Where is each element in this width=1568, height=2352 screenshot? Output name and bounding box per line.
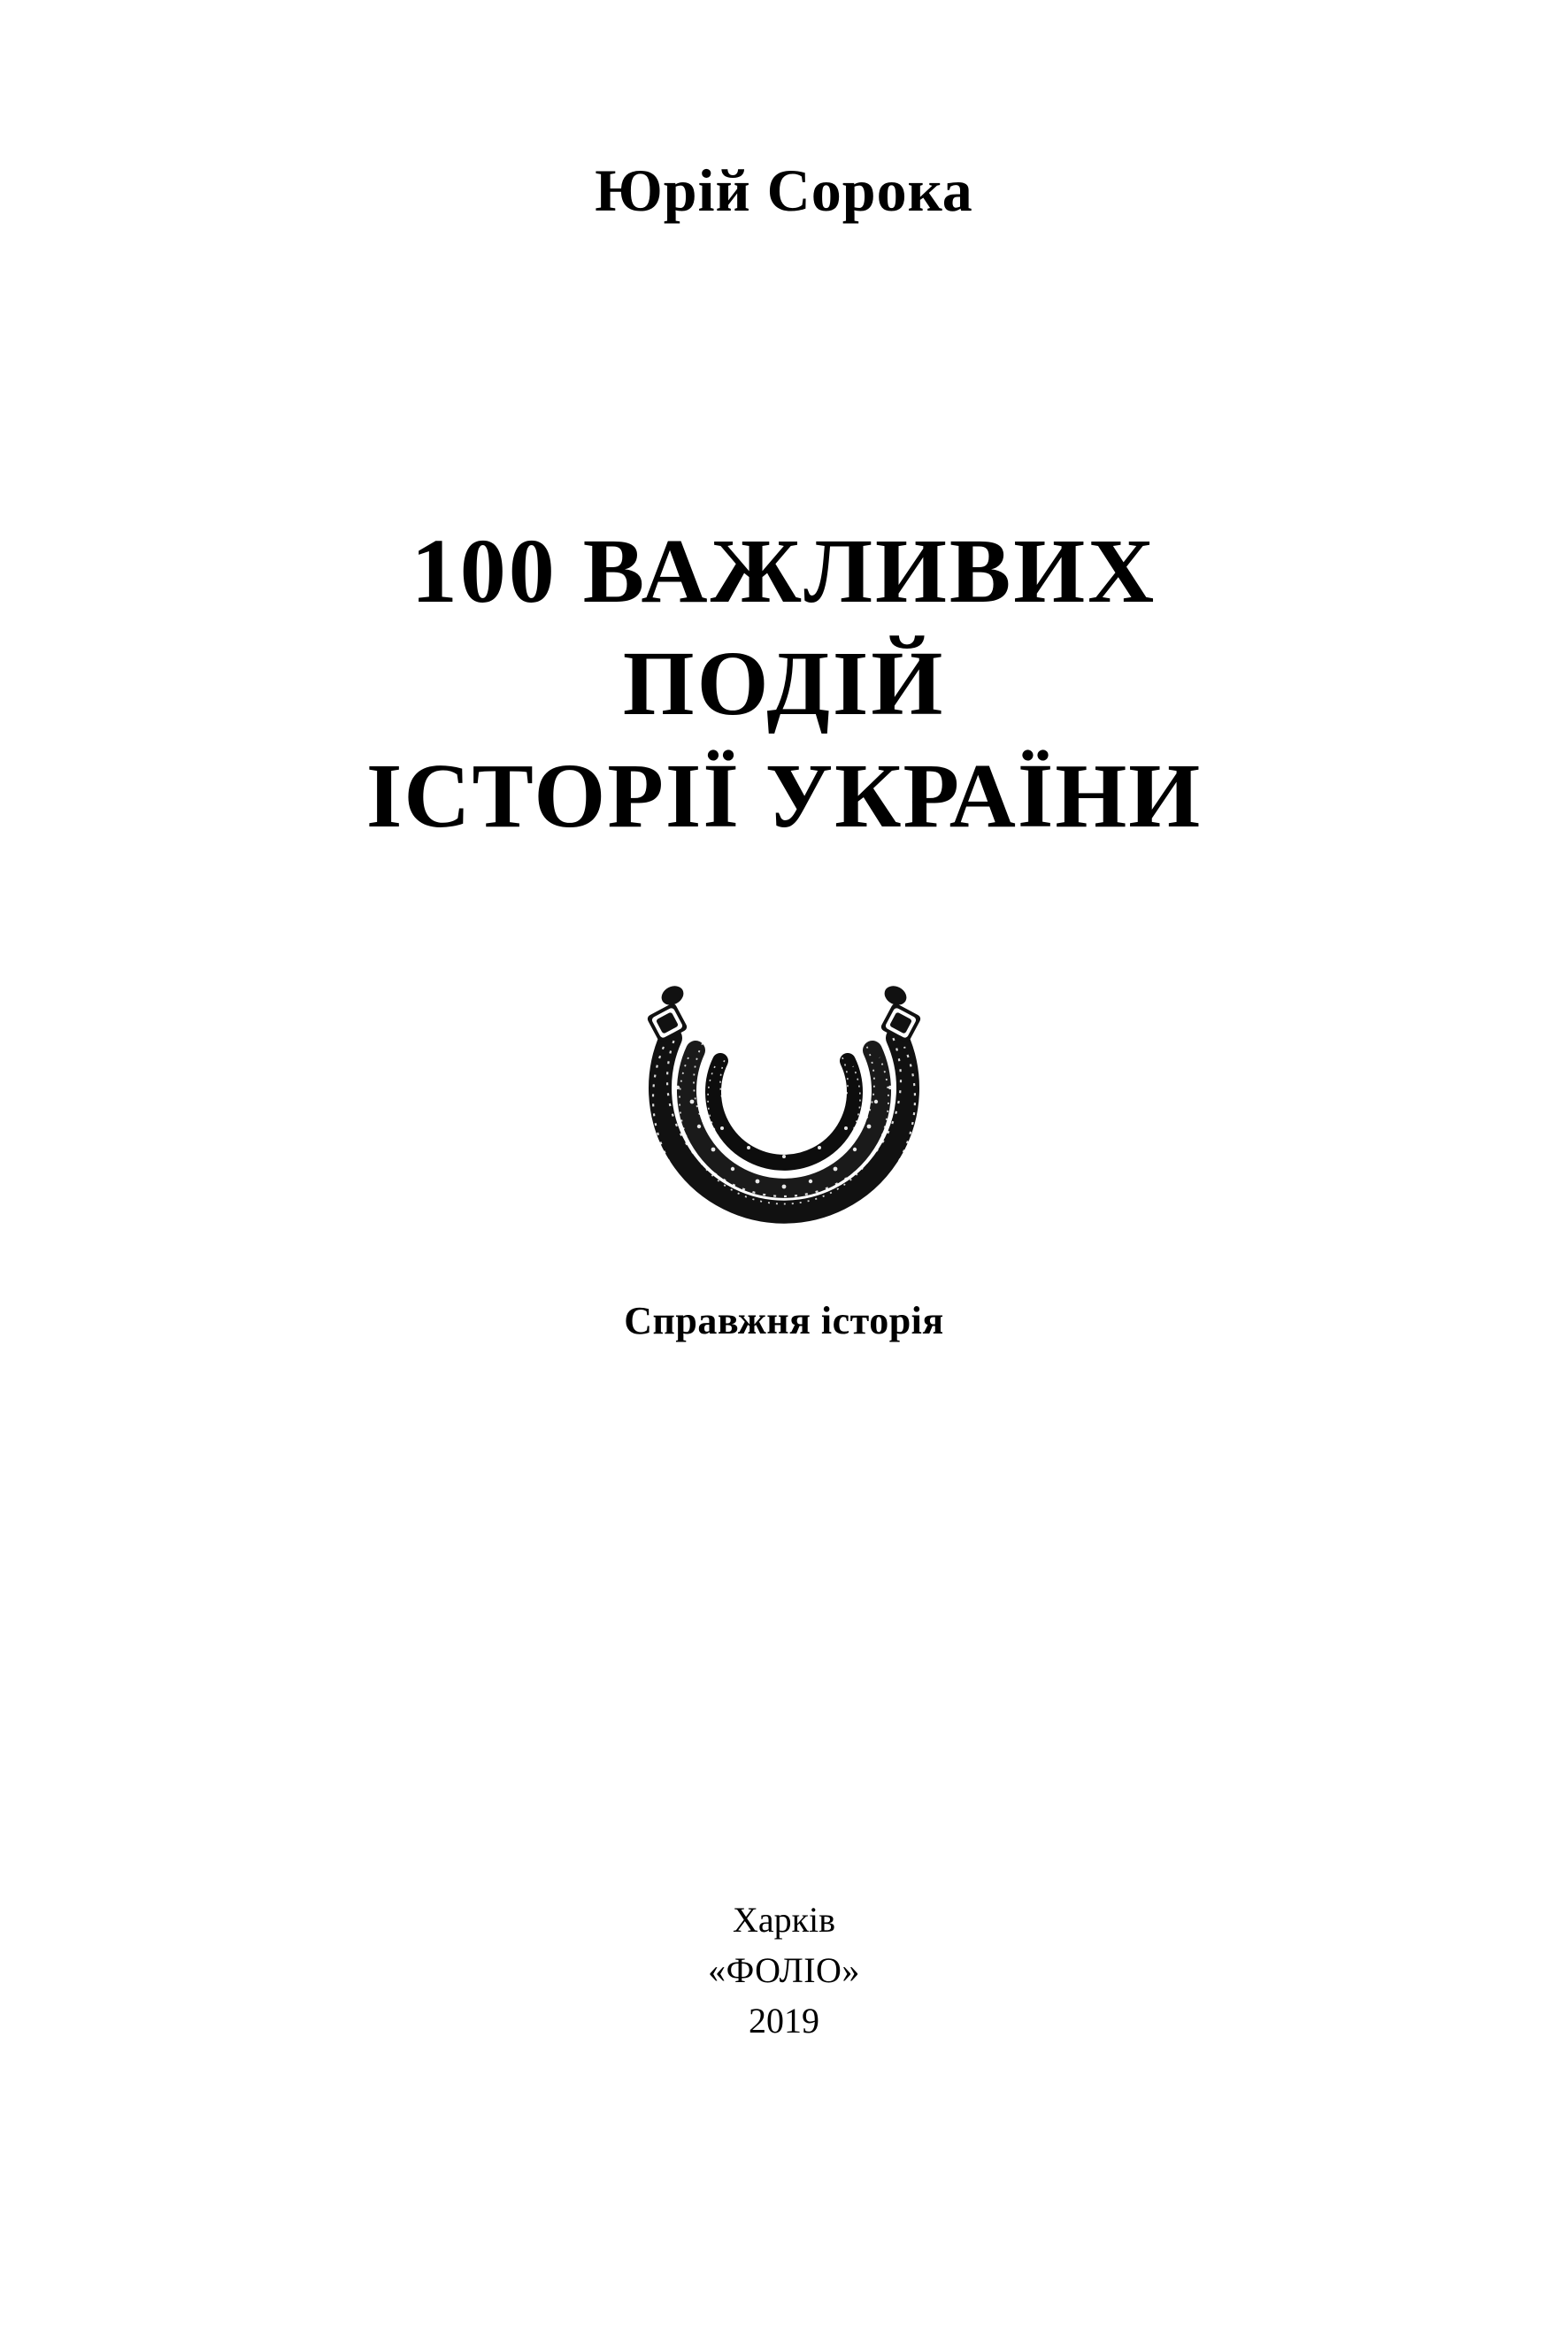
imprint-block [0, 1895, 1568, 2046]
author-name: Юрій Сорока [595, 157, 973, 224]
scythian-pectoral-ornament-icon [625, 916, 943, 1252]
title-line-2: ПОДІЙ [622, 632, 946, 734]
title-line-3: ІСТОРІЇ УКРАЇНИ [365, 744, 1203, 847]
title-line-1: 100 ВАЖЛИВИХ [411, 519, 1157, 622]
imprint-city: Харків [732, 1900, 836, 1940]
book-title [366, 516, 1202, 853]
series-subtitle: Справжня історія [624, 1299, 944, 1343]
imprint-publisher: «ФОЛІО» [708, 1949, 860, 1990]
imprint-year: 2019 [749, 2000, 819, 2041]
